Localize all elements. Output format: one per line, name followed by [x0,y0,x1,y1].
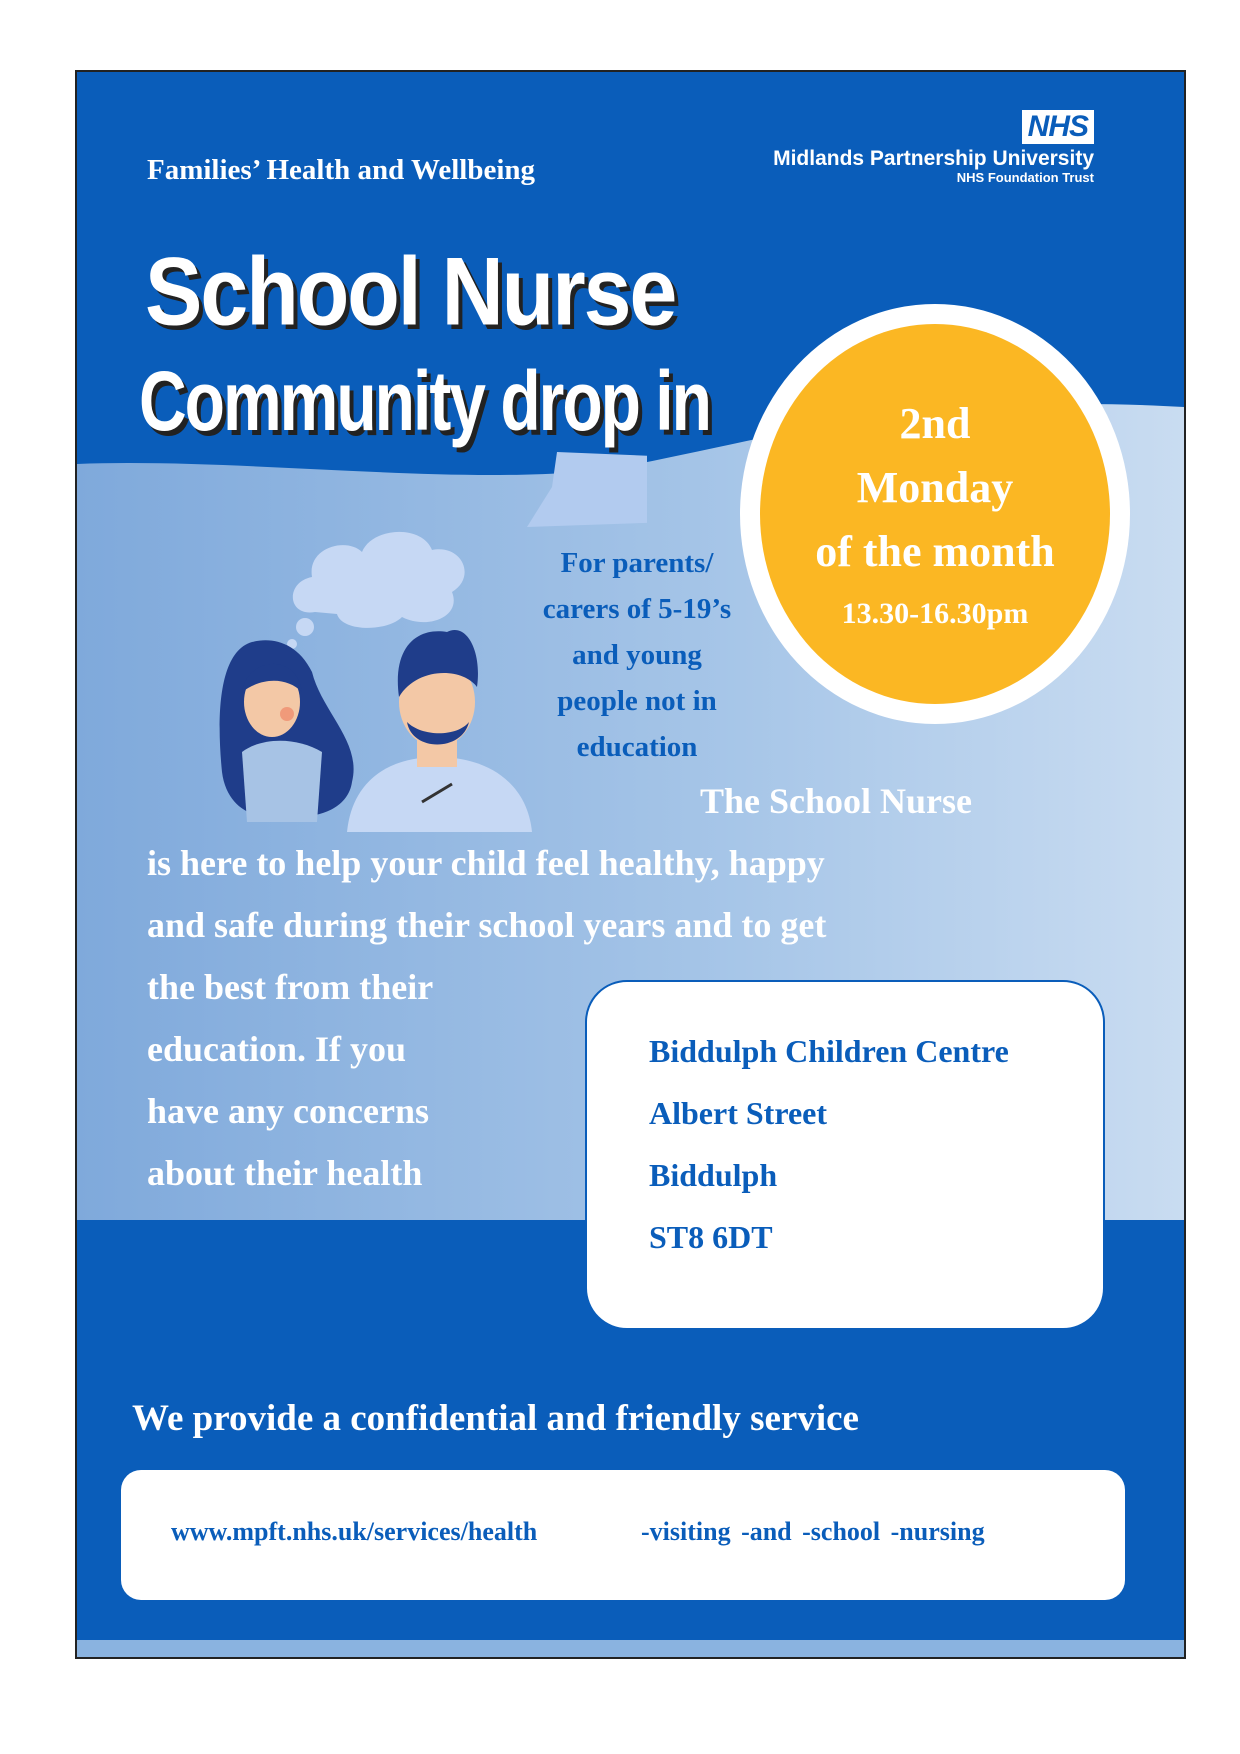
schedule-line-2: Monday [856,463,1014,512]
address-line: Biddulph [649,1157,778,1193]
service-name: Families’ Health and Wellbeing [147,154,536,186]
nhs-trust-logo [773,110,1094,185]
description-line: have any concerns [147,1091,429,1131]
schedule-time: 13.30-16.30pm [841,597,1029,630]
audience-line: For parents/ [560,547,714,579]
address-line: ST8 6DT [649,1219,773,1255]
audience-line: carers of 5-19’s [542,593,732,625]
description-line: and safe during their school years and to get [147,905,827,945]
title-line-2: Community drop in [139,353,710,448]
schedule-line-1: 2nd [899,399,971,448]
address-line: Albert Street [649,1095,827,1131]
audience-line: and young [572,639,702,671]
poster [75,70,1186,1659]
website-box [121,1470,1125,1600]
woman-icon [220,640,354,822]
title-line-1: School Nurse [145,238,676,346]
audience-text [517,540,757,770]
description-line: the best from their [147,967,434,1007]
description-lead: The School Nurse [700,781,973,821]
trust-subtitle: NHS Foundation Trust [956,170,1094,185]
schedule-circle [760,324,1110,704]
website-link-part-1[interactable]: www.mpft.nhs.uk/services/health [171,1517,538,1546]
schedule-line-3: of the month [815,527,1055,576]
tagline: We provide a confidential and friendly service [132,1398,859,1439]
nhs-logo: NHS [1022,110,1094,144]
audience-line: education [576,731,698,763]
man-icon [347,630,532,832]
address-box [585,980,1105,1330]
audience-line: people not in [557,685,717,717]
website-link-part-2[interactable]: -visiting -and -school -nursing [641,1517,985,1546]
description-line: is here to help your child feel healthy, happy [147,843,825,883]
description-line: education. If you [147,1029,407,1069]
address-line: Biddulph Children Centre [649,1033,1009,1069]
speech-bubble-icon [527,452,647,527]
description-line: about their health [147,1153,423,1193]
trust-name: Midlands Partnership University [773,147,1094,170]
